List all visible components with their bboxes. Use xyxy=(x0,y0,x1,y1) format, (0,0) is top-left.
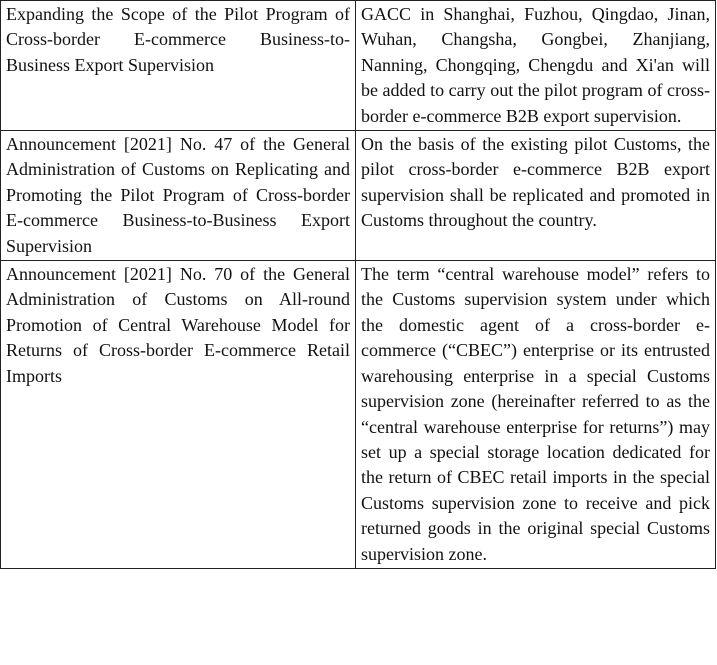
policy-description-cell: On the basis of the existing pilot Customs, the pilot cross-border e-commerce B2B export supervision shall be replicated and promoted in Customs throughout the country. xyxy=(356,131,716,261)
table-row xyxy=(1,1,716,131)
table-row xyxy=(1,131,716,261)
policy-title-cell: Expanding the Scope of the Pilot Program of Cross-border E-commerce Business-to-Business Export Supervision xyxy=(1,1,356,131)
policy-description-cell: GACC in Shanghai, Fuzhou, Qingdao, Jinan, Wuhan, Changsha, Gongbei, Zhanjiang, Nanning, Chongqing, Chengdu and Xi'an will be added to carry out the pilot program of cross-border e-commerce B2B export supervision. xyxy=(356,1,716,131)
policy-title-cell: Announcement [2021] No. 47 of the General Administration of Customs on Replicating and Promoting the Pilot Program of Cross-border E-commerce Business-to-Business Export Supervision xyxy=(1,131,356,261)
policy-title-cell: Announcement [2021] No. 70 of the General Administration of Customs on All-round Promotion of Central Warehouse Model for Returns of Cross-border E-commerce Retail Imports xyxy=(1,261,356,569)
table-row xyxy=(1,261,716,569)
policy-description-cell: The term “central warehouse model” refers to the Customs supervision system under which the domestic agent of a cross-border e-commerce (“CBEC”) enterprise or its entrusted warehousing enterprise in a special Customs supervision zone (hereinafter referred to as the “central warehouse enterprise for returns”) may set up a special storage location dedicated for the return of CBEC retail imports in the special Customs supervision zone to receive and pick returned goods in the original special Customs supervision zone. xyxy=(356,261,716,569)
